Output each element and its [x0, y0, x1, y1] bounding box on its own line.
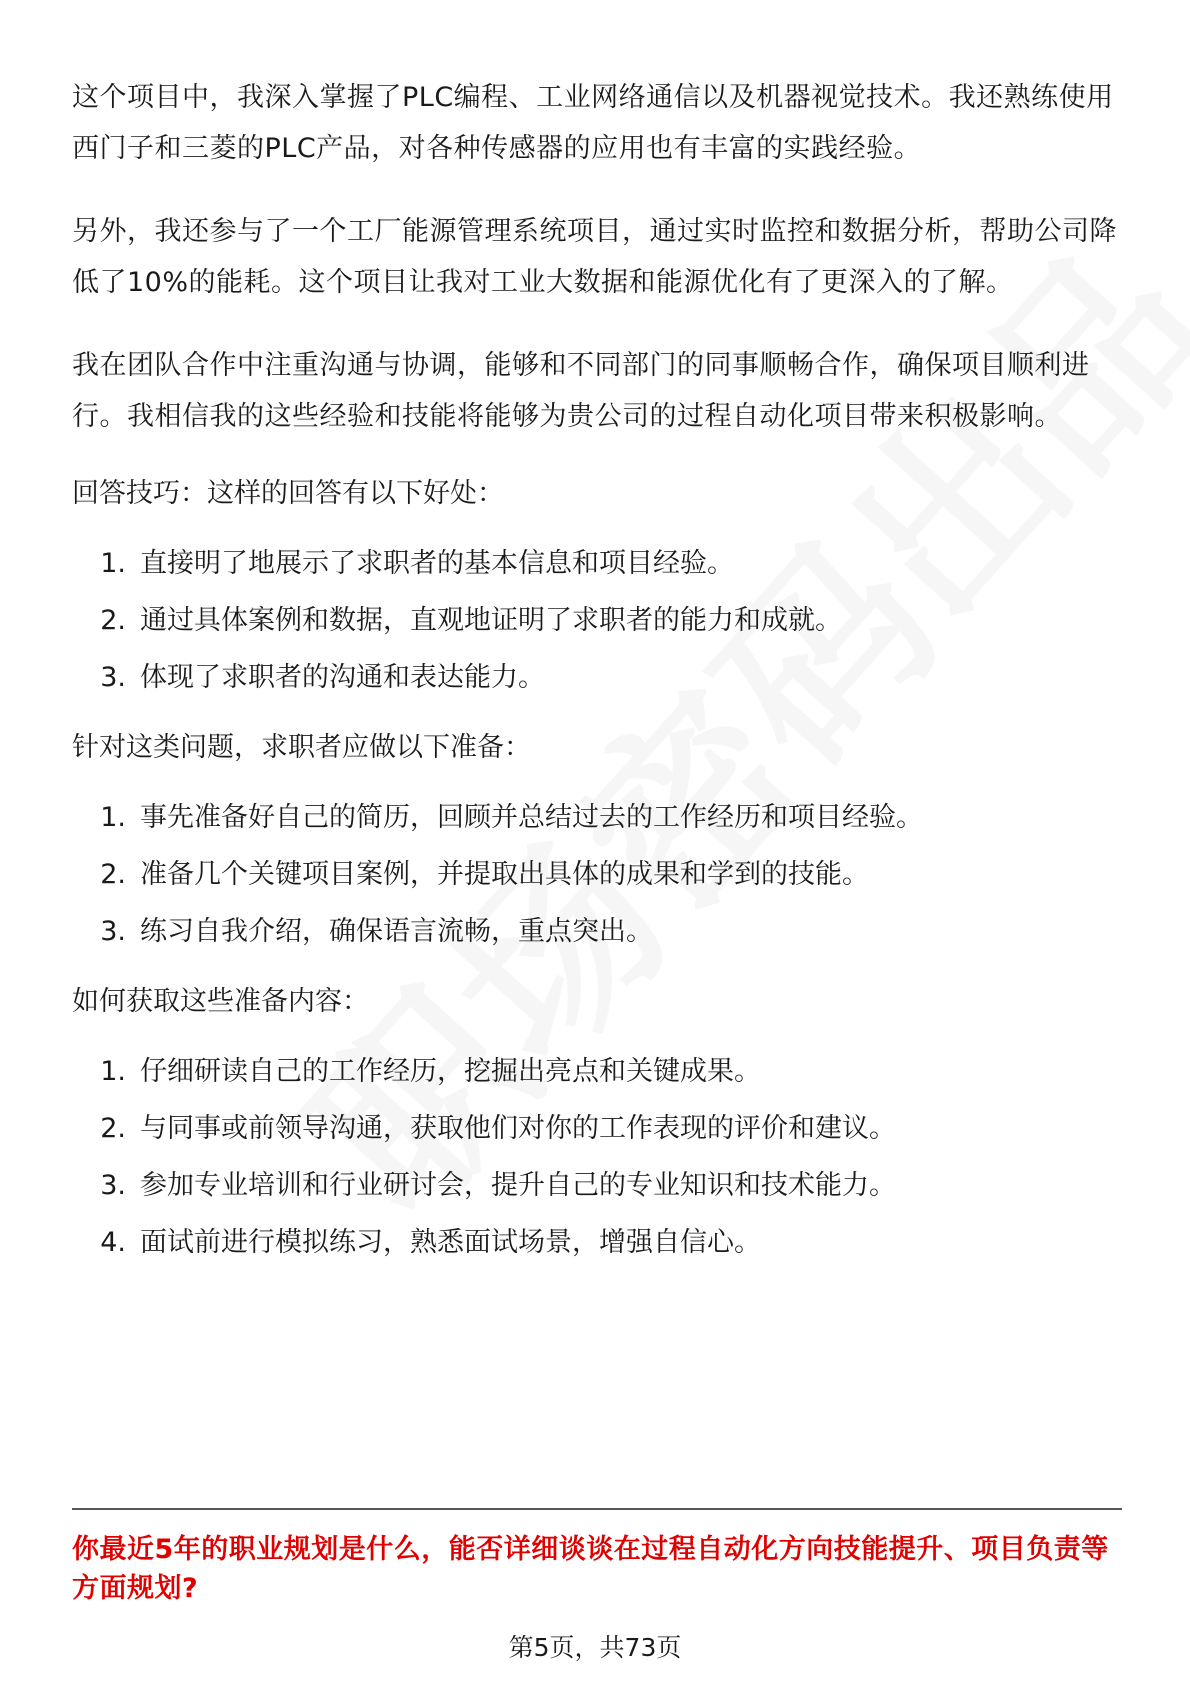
- list-text: 仔细研读自己的工作经历，挖掘出亮点和关键成果。: [140, 1056, 761, 1087]
- list-number: 3.: [100, 916, 126, 947]
- preparation-list: [72, 798, 1122, 952]
- list-number: 1.: [100, 548, 126, 579]
- list-item: [72, 912, 1122, 952]
- list-item: [72, 855, 1122, 895]
- list-item: [72, 544, 1122, 584]
- list-item: [72, 1109, 1122, 1149]
- list-number: 2.: [100, 1113, 126, 1144]
- list-text: 体现了求职者的沟通和表达能力。: [140, 662, 545, 693]
- list-text: 练习自我介绍，确保语言流畅，重点突出。: [140, 916, 653, 947]
- section-heading: 针对这类问题，求职者应做以下准备：: [72, 732, 531, 763]
- list-text: 通过具体案例和数据，直观地证明了求职者的能力和成就。: [140, 605, 842, 636]
- list-number: 3.: [100, 662, 126, 693]
- list-item: [72, 1052, 1122, 1092]
- answer-tips-list: [72, 544, 1122, 698]
- list-text: 参加专业培训和行业研讨会，提升自己的专业知识和技术能力。: [140, 1170, 896, 1201]
- list-item: [72, 1166, 1122, 1206]
- divider: [72, 1508, 1122, 1510]
- paragraph: 我在团队合作中注重沟通与协调，能够和不同部门的同事顺畅合作，确保项目顺利进行。我相信我的这些经验和技能将能够为贵公司的过程自动化项目带来积极影响。: [72, 350, 1090, 432]
- list-text: 面试前进行模拟练习，熟悉面试场景，增强自信心。: [140, 1227, 761, 1258]
- document-body: [72, 72, 1122, 1293]
- list-item: [72, 798, 1122, 838]
- list-text: 事先准备好自己的简历，回顾并总结过去的工作经历和项目经验。: [140, 802, 923, 833]
- list-text: 直接明了地展示了求职者的基本信息和项目经验。: [140, 548, 734, 579]
- paragraph: 另外，我还参与了一个工厂能源管理系统项目，通过实时监控和数据分析，帮助公司降低了10%的能耗。这个项目让我对工业大数据和能源优化有了更深入的了解。: [72, 216, 1117, 298]
- paragraph: 这个项目中，我深入掌握了PLC编程、工业网络通信以及机器视觉技术。我还熟练使用西门子和三菱的PLC产品，对各种传感器的应用也有丰富的实践经验。: [72, 82, 1114, 164]
- list-item: [72, 601, 1122, 641]
- list-item: [72, 1223, 1122, 1263]
- list-text: 与同事或前领导沟通，获取他们对你的工作表现的评价和建议。: [140, 1113, 896, 1144]
- list-item: [72, 658, 1122, 698]
- list-number: 2.: [100, 859, 126, 890]
- list-number: 3.: [100, 1170, 126, 1201]
- list-number: 1.: [100, 802, 126, 833]
- list-number: 1.: [100, 1056, 126, 1087]
- list-text: 准备几个关键项目案例，并提取出具体的成果和学到的技能。: [140, 859, 869, 890]
- question-heading: 你最近5年的职业规划是什么，能否详细谈谈在过程自动化方向技能提升、项目负责等方面规划?: [72, 1534, 1109, 1604]
- list-number: 2.: [100, 605, 126, 636]
- list-number: 4.: [100, 1227, 126, 1258]
- page-number: 第5页，共73页: [508, 1633, 682, 1662]
- acquisition-list: [72, 1052, 1122, 1263]
- section-heading: 回答技巧：这样的回答有以下好处：: [72, 478, 504, 509]
- section-heading: 如何获取这些准备内容：: [72, 986, 369, 1017]
